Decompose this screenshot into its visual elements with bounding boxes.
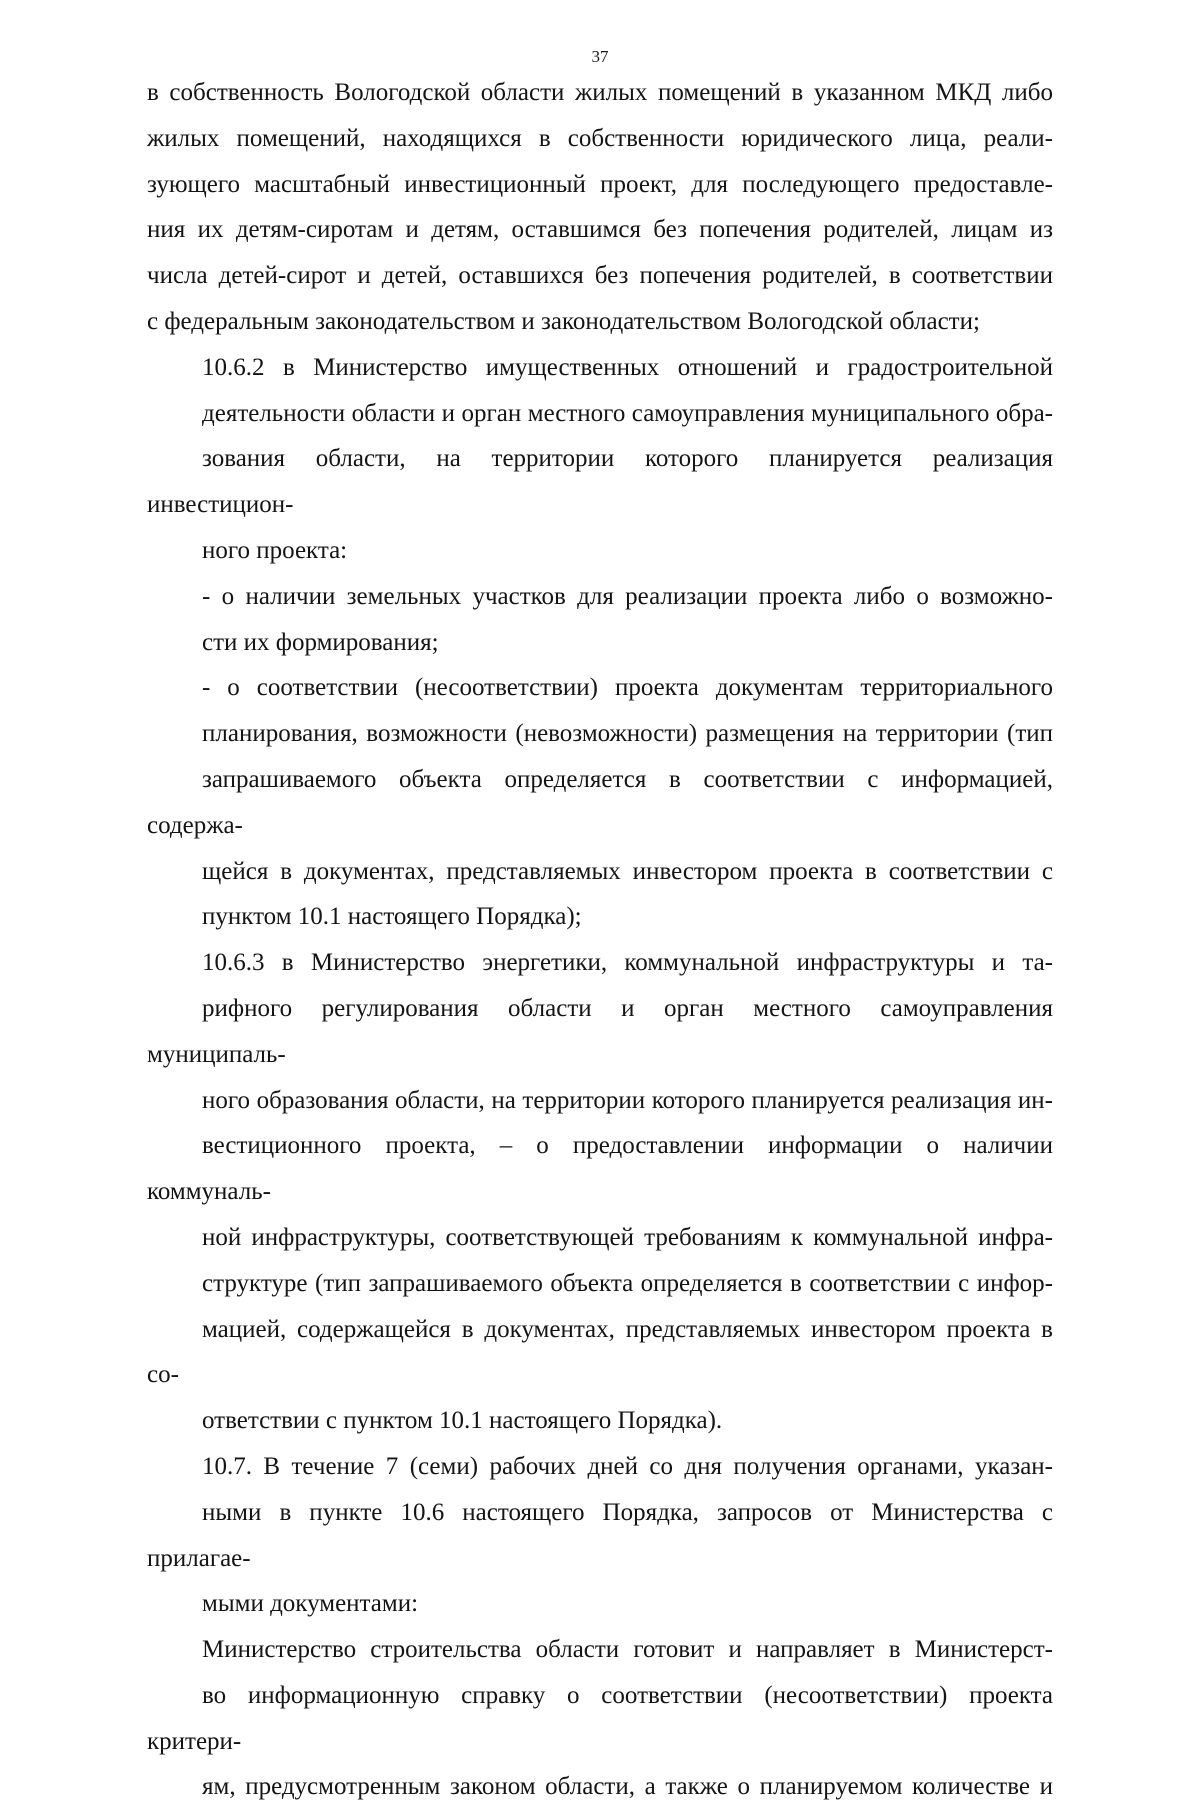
paragraph-planning-compliance xyxy=(147,665,1053,940)
text-line: 10.6.3 в Министерство энергетики, коммунальной инфраструктуры и та- xyxy=(202,949,1053,977)
paragraph-10-7 xyxy=(147,1444,1053,1627)
text-line: сти их формирования; xyxy=(202,628,439,656)
text-line: ного проекта: xyxy=(202,536,348,564)
paragraph-10-6-3 xyxy=(147,940,1053,1444)
text-line: ной инфраструктуры, соответствующей требованиям к коммунальной инфра- xyxy=(202,1223,1053,1251)
text-line: - о соответствии (несоответствии) проекта документам территориального xyxy=(202,674,1053,702)
text-line: жилых помещений, находящихся в собственности юридического лица, реали- xyxy=(147,124,1053,152)
text-line: пунктом 10.1 настоящего Порядка); xyxy=(202,903,582,931)
paragraph-10-6-2 xyxy=(147,345,1053,574)
text-line: вестиционного проекта, – о предоставлении информации о наличии коммуналь- xyxy=(147,1132,1053,1206)
text-line: ния их детям-сиротам и детям, оставшимся без попечения родителей, лицам из xyxy=(147,216,1053,244)
page-number: 37 xyxy=(591,47,609,66)
paragraph-ministry-construction xyxy=(147,1627,1053,1810)
text-line: - о наличии земельных участков для реализации проекта либо о возможно- xyxy=(202,582,1053,610)
text-line: ного образования области, на территории которого планируется реализация ин- xyxy=(202,1086,1053,1114)
text-line: мыми документами: xyxy=(202,1590,419,1618)
paragraph-land-plots xyxy=(147,574,1053,666)
text-line: Министерство строительства области готовит и направляет в Министерст- xyxy=(202,1636,1053,1664)
text-line: во информационную справку о соответствии (несоответствии) проекта критери- xyxy=(147,1681,1053,1755)
text-line: деятельности области и орган местного самоуправления муниципального обра- xyxy=(202,399,1053,427)
text-line: мацией, содержащейся в документах, представляемых инвестором проекта в со- xyxy=(147,1315,1053,1389)
text-line: щейся в документах, представляемых инвестором проекта в соответствии с xyxy=(202,857,1053,885)
text-line: ям, предусмотренным законом области, а также о планируемом количестве и xyxy=(202,1773,1053,1801)
text-line: рифного регулирования области и орган местного самоуправления муниципаль- xyxy=(147,994,1053,1068)
text-line: планирования, возможности (невозможности) размещения на территории (тип xyxy=(202,720,1053,748)
text-line: 10.6.2 в Министерство имущественных отношений и градостроительной xyxy=(202,353,1053,381)
document-body xyxy=(147,70,1053,1810)
text-line: 10.7. В течение 7 (семи) рабочих дней со дня получения органами, указан- xyxy=(202,1452,1053,1480)
text-line: в собственность Вологодской области жилых помещений в указанном МКД либо xyxy=(147,79,1053,106)
text-line: запрашиваемого объекта определяется в соответствии с информацией, содержа- xyxy=(147,765,1053,839)
text-line: зующего масштабный инвестиционный проект, для последующего предоставле- xyxy=(147,170,1053,198)
text-line: ответствии с пунктом 10.1 настоящего Порядка). xyxy=(202,1407,723,1435)
text-line: ными в пункте 10.6 настоящего Порядка, запросов от Министерства с прилагае- xyxy=(147,1498,1053,1572)
text-line: с федеральным законодательством и законодательством Вологодской области; xyxy=(147,307,980,335)
text-line: зования области, на территории которого планируется реализация инвестицион- xyxy=(147,445,1053,519)
text-line: числа детей-сирот и детей, оставшихся без попечения родителей, в соответствии xyxy=(147,262,1053,290)
text-line: структуре (тип запрашиваемого объекта определяется в соответствии с инфор- xyxy=(202,1269,1053,1297)
paragraph xyxy=(147,70,1053,345)
